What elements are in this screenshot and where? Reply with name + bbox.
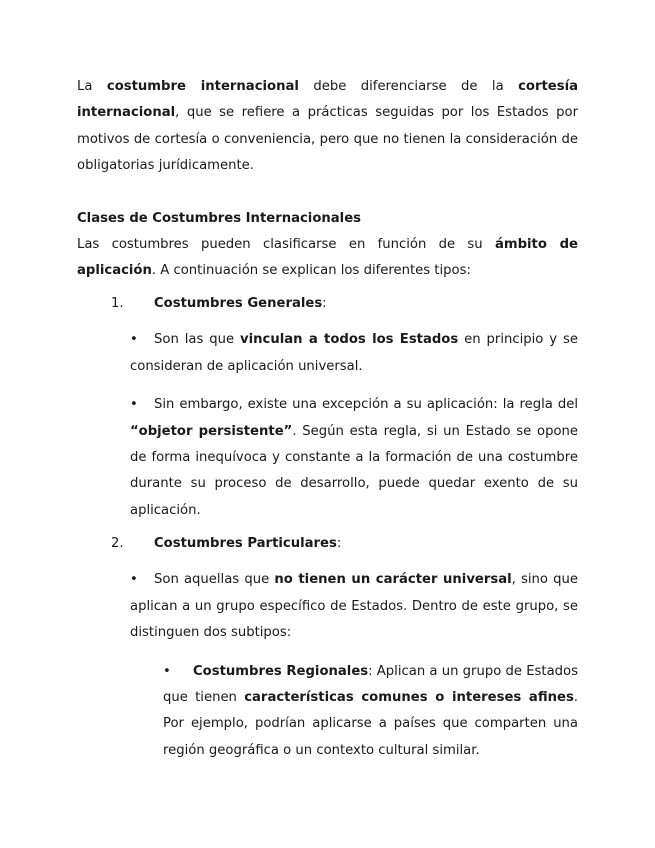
list-item-title: Costumbres Particulares: [154, 536, 337, 552]
list-item-suffix: :: [336, 536, 342, 552]
subbullet-regionales: [163, 659, 578, 765]
bullet-text-1: Sin embargo, existe una excepción a su aplicación: la regla del: [154, 397, 578, 413]
bullet-icon: •: [130, 397, 138, 413]
bullet-text-2: . Según esta regla, si un Estado se opone de forma inequívoca y constante a la formación de una costumbre durante su proceso de desarrollo, puede quedar exento de su aplicación.: [130, 423, 578, 518]
document-page: [77, 74, 578, 764]
section-heading: Clases de Costumbres Internacionales: [77, 210, 361, 226]
intro-bold-costumbre: costumbre internacional: [106, 79, 299, 94]
list-number: 1.: [111, 296, 124, 312]
section-paragraph: [77, 232, 578, 285]
list-item-particulares: [77, 533, 578, 555]
intro-bold-cortesia: cortesía internacional: [77, 79, 578, 121]
section-text-2: . A continuación se explican los diferentes tipos:: [151, 263, 471, 279]
intro-paragraph: [77, 74, 578, 180]
subbullet-text-2: . Por ejemplo, podrían aplicarse a países que comparten una región geográfica o un contexto cultural similar.: [163, 689, 578, 758]
bullet-text-2: en principio y se consideran de aplicación universal.: [130, 332, 578, 374]
bullet-icon: •: [130, 332, 138, 348]
bullet-particulares-1: [130, 567, 578, 646]
bullet-generales-2: [130, 392, 578, 524]
list-item-suffix: :: [322, 296, 327, 312]
subbullet-text-1: : Aplican a un grupo de Estados que tienen: [163, 663, 578, 705]
bullet-generales-1: [130, 327, 578, 380]
list-number: 2.: [111, 536, 124, 552]
bullet-bold: vinculan a todos los Estados: [240, 332, 459, 348]
bullet-text-1: Son aquellas que: [154, 572, 275, 588]
intro-text-3: , que se refiere a prácticas seguidas por los Estados por motivos de cortesía o conveniencia, pero que no tienen la consideración de obligatorias jurídicamente.: [77, 105, 578, 174]
bullet-text-2: , sino que aplican a un grupo específico de Estados. Dentro de este grupo, se distinguen dos subtipos:: [130, 572, 578, 641]
subbullet-bold-2: características comunes o intereses afines: [244, 689, 574, 705]
intro-text-1: La: [77, 79, 107, 94]
intro-text-2: debe diferenciarse de la: [298, 79, 519, 94]
list-item-generales: [77, 293, 578, 315]
bullet-icon: •: [130, 572, 138, 588]
subbullet-bold-title: Costumbres Regionales: [193, 663, 369, 679]
bullet-icon: •: [163, 663, 171, 679]
section-bold-ambito: ámbito de aplicación: [77, 236, 578, 279]
bullet-text-1: Son las que: [154, 332, 240, 348]
section-text-1: Las costumbres pueden clasificarse en función de su: [77, 236, 495, 252]
list-item-title: Costumbres Generales: [154, 296, 323, 312]
bullet-bold: “objetor persistente”: [130, 423, 293, 439]
bullet-bold: no tienen un carácter universal: [274, 572, 512, 588]
